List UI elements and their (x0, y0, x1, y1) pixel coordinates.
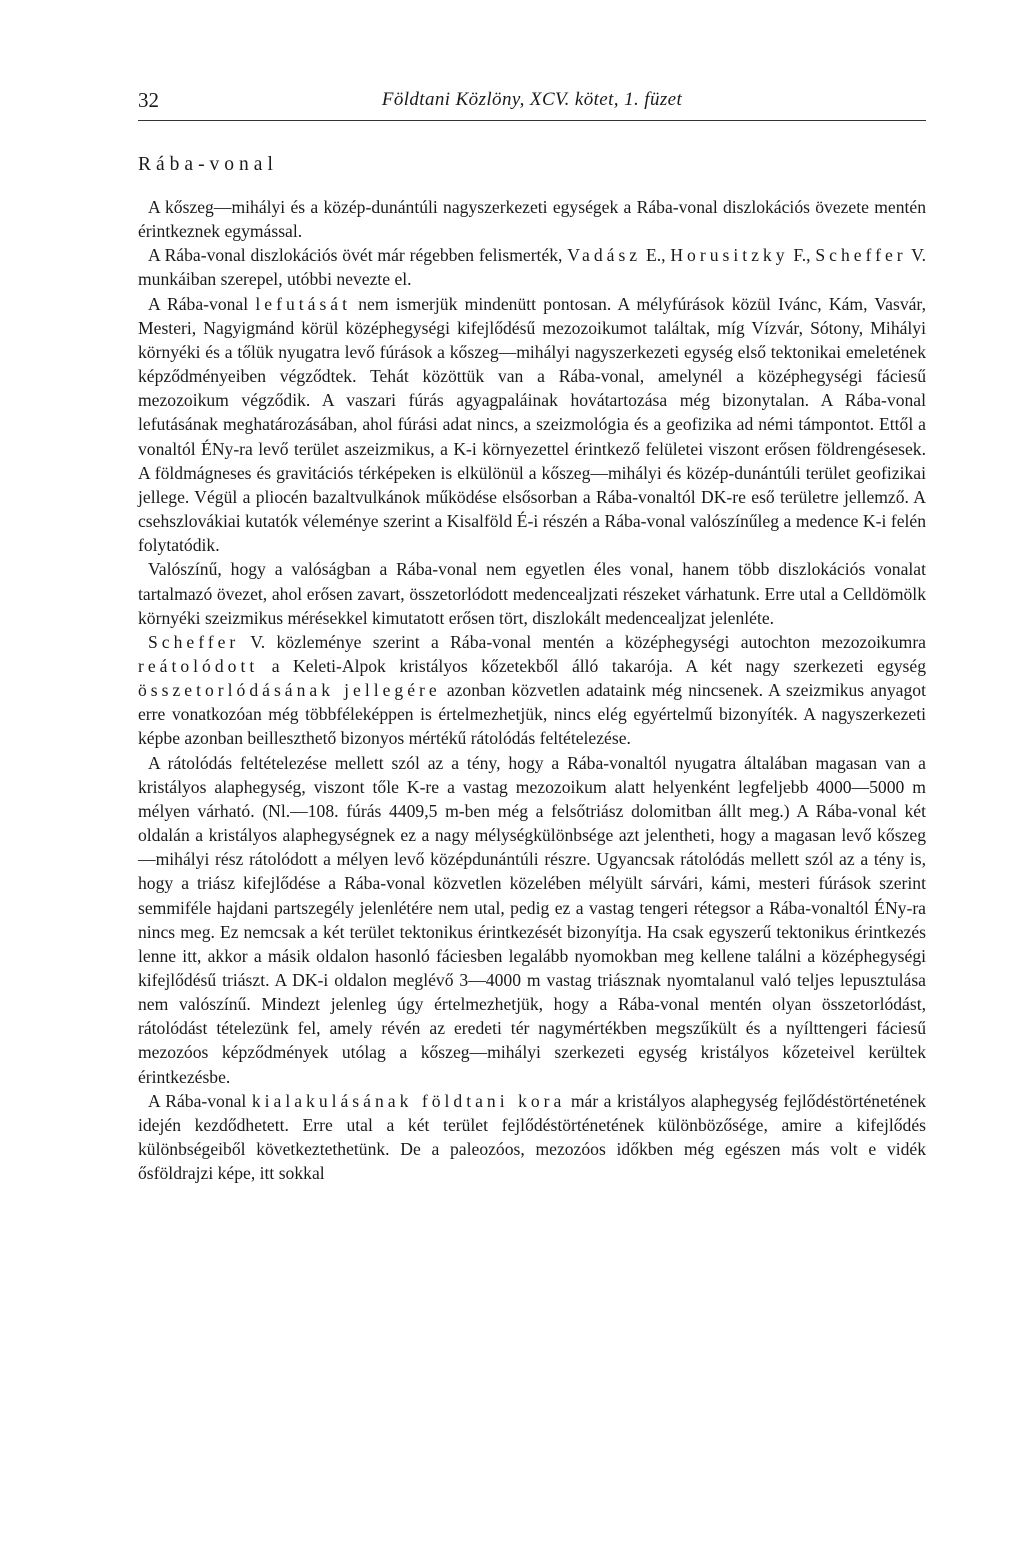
spaced-emphasis: összetorlódásának jellegére (138, 680, 441, 701)
section-heading: Rába-vonal (138, 154, 278, 175)
text-run: nem ismerjük mindenütt pontosan. A mélyfúrások közül Ivánc, Kám, Vasvár, Mesteri, Nagyigmánd körül középhegységi kifejlődésű mezozoikumot találtak, míg Vízvár, Sótony, Mihályi környéki és a tőlük nyugatra levő fúrások a kőszeg—mihályi nagyszerkezeti egység első tektonikai emeletének képződményeiben végződtek. Tehát közöttük van a Rába-vonal, amelynél a középhegységi fáciesű mezozoikum végződik. A vaszari fúrás agyagpaláinak hovátartozása még bizonytalan. A Rába-vonal lefutásának meghatározásában, ahol fúrási adat nincs, a szeizmológia és a geofizika ad némi támpontot. Ettől a vonaltól ÉNy-ra levő terület aszeizmikus, a K-i környezettel érintkező felületei viszont erősen földrengésesek. A földmágneses és gravitációs térképeken is elkülönül a kőszeg—mihályi és közép-dunántúli terület geofizikai jellege. Végül a pliocén bazaltvulkánok működése elsősorban a Rába-vonaltól DK-re eső területre jellemző. A csehszlovákiai kutatók véleménye szerint a Kisalföld É-i részén a Rába-vonal valószínűleg a medence K-i felén folytatódik. (138, 293, 926, 556)
spaced-emphasis: kialakulásának földtani kora (251, 1090, 566, 1111)
text-run: A rátolódás feltételezése mellett szól az a tény, hogy a Rába-vonaltól nyugatra általában magasan van a kristályos alaphegység, viszont tőle K-re a vastag mezozoikum alatt helyenként legfeljebb 4000—5000 m mélyen várható. (Nl.—108. fúrás 4409,5 m-ben még a felsőtriász dolomitban állt meg.) A Rába-vonal két oldalán a kristályos alaphegységnek ez a nagy mélységkülönbsége azt jelentheti, hogy a magasan levő kőszeg—mihályi rész rátolódott a mélyen levő középdunántúli részre. Ugyancsak rátolódás mellett szól az a tény is, hogy a triász kifejlődése a Rába-vonal közvetlen közelében mélyült sárvári, kámi, mesteri fúrások szerint semmiféle hajdani partszegély jelenlétére nem utal, pedig ez a vastag tengeri rétegsor a Rába-vonaltól ÉNy-ra nincs meg. Ez nemcsak a két terület tektonikus érintkezését bizonyítja. Ha csak egyszerű tektonikus érintkezés lenne itt, akkor a másik oldalon hasonló fáciesben legalább nyomokban meg kellene találni a középhegységi kifejlődésű triászt. A DK-i oldalon meglévő 3—4000 m vastag triásznak nyomtalanul való teljes lepusztulása nem valószínű. Mindezt jelenleg úgy értelmezhetjük, hogy a Rába-vonal mentén olyan összetorlódást, rátolódást tételezünk fel, amely révén az eredeti tér nagymértékben megszűkült és a nyílttengeri fáciesű mezozóos képződmények utólag a kőszeg—mihályi szerkezeti egység kristályos kőzeteivel kerültek érintkezésbe. (138, 752, 926, 1087)
page-header (138, 86, 926, 121)
spaced-emphasis: reátolódott (138, 655, 259, 676)
paragraph (138, 630, 926, 751)
text-run: A Rába-vonal (148, 293, 256, 314)
text-run: F., (788, 245, 816, 266)
spaced-emphasis: Vadász (567, 245, 642, 266)
text-run: A Rába-vonal diszlokációs övét már régebben felismerték, (148, 245, 568, 266)
running-title: Földtani Közlöny, XCV. kötet, 1. füzet (381, 89, 683, 110)
paragraph (138, 751, 926, 1089)
text-run: V. munkáiban szerepel, utóbbi nevezte el. (138, 245, 926, 290)
spaced-emphasis: lefutását (255, 293, 351, 314)
paragraph (138, 195, 926, 243)
page-number: 32 (138, 88, 159, 112)
body-text (138, 195, 926, 1185)
text-run: E., (641, 245, 671, 266)
text-run: azonban közvetlen adataink még nincsenek. A szeizmikus anyagot erre vonatkozóan még többféleképpen is értelmezhetjük, nincs elég egyértelmű bizonyíték. A nagyszerkezeti képbe azonban beilleszthető bizonyos mértékű rátolódás feltételezése. (138, 680, 926, 749)
spaced-emphasis: Scheffer (815, 245, 907, 266)
spaced-emphasis: Scheffer (148, 631, 240, 652)
text-run: Valószínű, hogy a valóságban a Rába-vonal nem egyetlen éles vonal, hanem több diszlokációs vonalat tartalmazó övezet, ahol erősen zavart, összetorlódott medencealjzati részeket várhatunk. Erre utal a Celldömölk környéki szeizmikus mérésekkel kimutatott erősen tört, diszlokált medencealjzat jelenléte. (138, 559, 926, 628)
paragraph (138, 243, 926, 291)
text-run: a Keleti-Alpok kristályos kőzetekből álló takarója. A két nagy szerkezeti egység (258, 655, 926, 676)
text-run: A Rába-vonal (148, 1090, 252, 1111)
text-run: már a kristályos alaphegység fejlődéstörténetének idején kezdődhetett. Erre utal a két terület fejlődéstörténetének különbözősége, amire a kifejlődés különbségeiből következtethetünk. De a paleozóos, mezozóos időkben még egészen más volt e vidék ősföldrajzi képe, itt sokkal (138, 1090, 926, 1184)
text-run: A kőszeg—mihályi és a közép-dunántúli nagyszerkezeti egységek a Rába-vonal diszlokációs övezete mentén érintkeznek egymással. (138, 197, 926, 242)
paragraph (138, 1089, 926, 1186)
paragraph (138, 292, 926, 558)
text-run: V. közleménye szerint a Rába-vonal mentén a középhegységi autochton mezozoikumra (239, 631, 926, 652)
paragraph (138, 557, 926, 629)
spaced-emphasis: Horusitzky (670, 245, 789, 266)
